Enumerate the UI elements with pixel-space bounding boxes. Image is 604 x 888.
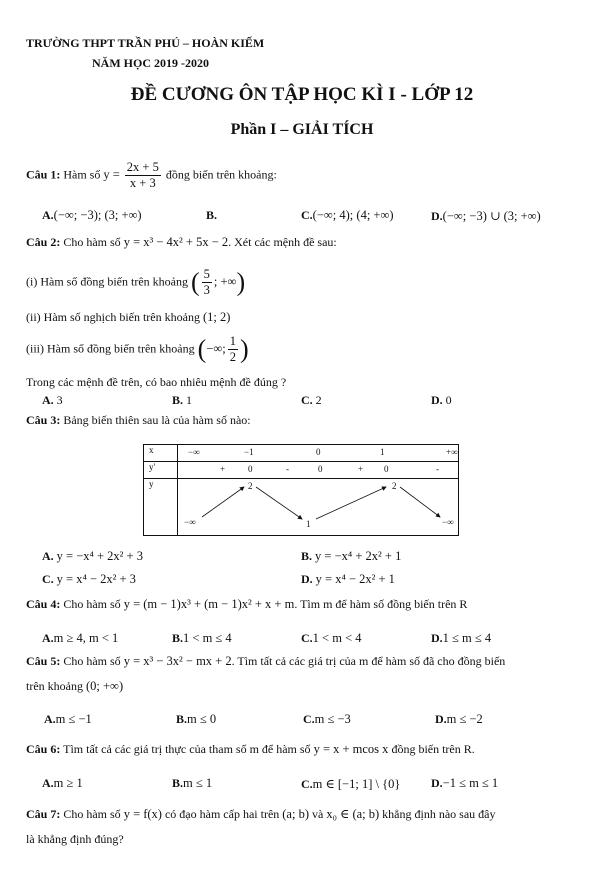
q4-option-d [431, 631, 491, 646]
question-text: trên khoảng [26, 679, 83, 693]
condition: x₀ ∈ (a; b) [326, 807, 380, 821]
option-value: 3 [56, 393, 63, 407]
denominator: 2 [229, 350, 236, 364]
variation-arrows [178, 479, 465, 535]
option-value: 0 [445, 393, 452, 407]
option-value: m ≤ 0 [187, 712, 217, 726]
numerator: 1 [229, 334, 236, 348]
option-value: y = x⁴ − 2x² + 3 [56, 572, 136, 586]
table-x-label: x [144, 445, 178, 462]
table-derivative-label: y' [144, 462, 178, 479]
q5-option-d [435, 712, 483, 727]
interval-head: −∞; [206, 341, 226, 356]
question-4 [26, 597, 467, 612]
q6-option-b [172, 776, 212, 791]
q4-option-c [301, 631, 362, 646]
question-7 [26, 806, 495, 822]
fraction [125, 160, 161, 191]
option-key: C. [301, 777, 313, 791]
sign: - [286, 464, 289, 474]
option-value: y = −x⁴ + 2x² + 3 [56, 549, 143, 563]
question-3 [26, 413, 251, 428]
option-value: −1 ≤ m ≤ 1 [442, 776, 499, 790]
question-text: Hàm số [63, 167, 101, 182]
option-value: (−∞; −3); (3; +∞) [53, 208, 142, 222]
function: y = f(x) [123, 807, 162, 821]
option-value: m ∈ [−1; 1] \ {0} [312, 777, 401, 791]
option-key: B. [206, 208, 218, 222]
sign: 0 [318, 464, 323, 474]
q6-option-a [42, 776, 83, 791]
question-7-line-2: là khẳng định đúng? [26, 832, 124, 846]
interval-tail: ; +∞ [213, 274, 237, 289]
question-text: Tìm tất cả các giá trị thực của tham số m để hàm số [63, 742, 311, 756]
arrow-up [202, 487, 244, 517]
q2-option-a [42, 393, 63, 408]
sign: 0 [384, 464, 389, 474]
option-key: D. [431, 209, 443, 223]
x-value: +∞ [446, 447, 458, 457]
question-text: . Tìm tất cả các giá trị của m để hàm số đã cho đồng biến [231, 654, 506, 668]
option-key: C. [301, 208, 313, 222]
option-value: 1 < m < 4 [312, 631, 362, 645]
q2-option-d [431, 393, 452, 408]
arrow-down [400, 487, 440, 517]
q4-option-b [172, 631, 232, 646]
y-value: 2 [248, 481, 253, 491]
question-5-line-2 [26, 679, 123, 694]
denominator: 3 [203, 283, 210, 297]
option-value: 1 ≤ m ≤ 4 [442, 631, 492, 645]
option-key: A. [42, 208, 54, 222]
option-key: B. [301, 549, 313, 563]
option-value: m ≥ 1 [53, 776, 83, 790]
question-text: và [312, 807, 324, 821]
option-key: D. [435, 712, 447, 726]
school-name: TRƯỜNG THPT TRẦN PHÚ – HOÀN KIẾM [26, 36, 265, 50]
question-2 [26, 235, 337, 250]
option-key: D. [301, 572, 313, 586]
option-key: D. [431, 393, 443, 407]
school-year: NĂM HỌC 2019 -2020 [92, 56, 209, 70]
question-text: đồng biến trên khoảng: [165, 167, 277, 182]
option-key: D. [431, 631, 443, 645]
option-key: A. [42, 393, 54, 407]
question-label: Câu 5: [26, 654, 61, 668]
q2-option-c [301, 393, 322, 408]
option-value: m ≤ 1 [183, 776, 213, 790]
option-key: B. [172, 631, 184, 645]
q3-option-a [42, 549, 143, 564]
denominator: x + 3 [129, 176, 156, 190]
statement-text: (ii) Hàm số nghịch biến trên khoảng [26, 310, 200, 324]
math-y: y = [103, 167, 120, 182]
question-text: Cho hàm số [63, 597, 121, 611]
sign: 0 [248, 464, 253, 474]
arrow-up [316, 487, 386, 519]
option-value: m ≤ −2 [446, 712, 483, 726]
option-key: D. [431, 776, 443, 790]
x-value: 1 [380, 447, 385, 457]
option-key: A. [44, 712, 56, 726]
y-value: −∞ [184, 517, 196, 527]
part-title: Phần I – GIẢI TÍCH [230, 121, 374, 138]
interval: (a; b) [282, 807, 309, 821]
document-title: ĐỀ CƯƠNG ÔN TẬP HỌC KÌ I - LỚP 12 [130, 84, 474, 105]
q1-option-a [42, 208, 142, 223]
table-y-label: y [144, 479, 178, 536]
y-value: −∞ [442, 517, 454, 527]
option-key: C. [301, 631, 313, 645]
y-value: 1 [306, 519, 311, 529]
option-value: 2 [315, 393, 322, 407]
x-value: −∞ [188, 447, 200, 457]
option-value: y = x⁴ − 2x² + 1 [315, 572, 395, 586]
q1-option-b [206, 208, 217, 223]
fraction [228, 334, 238, 365]
statement-text: (iii) Hàm số đồng biến trên khoảng [26, 341, 195, 356]
option-key: A. [42, 549, 54, 563]
numerator: 2x + 5 [126, 160, 159, 174]
question-prompt: Trong các mệnh đề trên, có bao nhiêu mệnh đề đúng ? [26, 375, 287, 389]
option-key: B. [176, 712, 188, 726]
option-value: m ≤ −1 [55, 712, 92, 726]
question-label: Câu 2: [26, 235, 61, 249]
option-key: C. [42, 572, 54, 586]
question-text: Cho hàm số [63, 235, 121, 249]
x-value: 0 [316, 447, 321, 457]
arrow-down [256, 487, 302, 519]
question-label: Câu 6: [26, 742, 61, 756]
question-text: . Tìm m để hàm số đồng biến trên R [294, 597, 468, 611]
question-text: đồng biến trên R. [391, 742, 475, 756]
statement-2 [26, 310, 230, 325]
q4-option-a [42, 631, 118, 646]
q5-option-b [176, 712, 216, 727]
question-text: có đạo hàm cấp hai trên [164, 807, 280, 821]
q1-option-d [431, 208, 541, 224]
function: y = x + mcos x [313, 742, 389, 756]
q3-option-d [301, 572, 395, 587]
option-key: C. [303, 712, 315, 726]
option-key: B. [172, 776, 184, 790]
question-text: Bảng biến thiên sau là của hàm số nào: [63, 413, 251, 427]
option-value: (−∞; 4); (4; +∞) [312, 208, 394, 222]
interval: (1; 2) [202, 310, 231, 324]
question-label: Câu 1: [26, 167, 61, 182]
option-key: B. [172, 393, 184, 407]
sign: + [358, 464, 364, 474]
function: y = x³ − 4x² + 5x − 2 [123, 235, 229, 249]
q2-option-b [172, 393, 192, 408]
q6-option-d [431, 776, 498, 791]
question-label: Câu 3: [26, 413, 61, 427]
fraction [202, 267, 212, 298]
question-6 [26, 742, 475, 757]
question-text: khẳng định nào sau đây [382, 807, 496, 821]
x-value: −1 [244, 447, 254, 457]
variation-table [143, 444, 459, 536]
function: y = x³ − 3x² − mx + 2 [123, 654, 232, 668]
question-1 [26, 160, 277, 191]
question-text: Cho hàm số [63, 807, 121, 821]
q5-option-a [44, 712, 92, 727]
option-key: A. [42, 776, 54, 790]
numerator: 5 [203, 267, 210, 281]
q3-option-c [42, 572, 136, 587]
q6-option-c [301, 776, 400, 792]
question-5 [26, 654, 505, 669]
q3-option-b [301, 549, 401, 564]
option-value: (−∞; −3) ∪ (3; +∞) [442, 209, 541, 223]
interval: (0; +∞) [85, 679, 124, 693]
y-value: 2 [392, 481, 397, 491]
option-key: A. [42, 631, 54, 645]
question-label: Câu 7: [26, 807, 61, 821]
statement-1: (i) Hàm số đồng biến trên khoảng ( $\frac{5}{3}$ ; +∞) [26, 267, 246, 297]
question-text: . Xét các mệnh đề sau: [228, 235, 337, 249]
sign: - [436, 464, 439, 474]
statement-3: (iii) Hàm số đồng biến trên khoảng (−∞; $\frac{1}{2}$ ) [26, 334, 249, 364]
statement-text: (i) Hàm số đồng biến trên khoảng [26, 274, 188, 289]
option-value: 1 < m ≤ 4 [183, 631, 232, 645]
option-value: y = −x⁴ + 2x² + 1 [315, 549, 402, 563]
question-text: Cho hàm số [63, 654, 121, 668]
function: y = (m − 1)x³ + (m − 1)x² + x + m [123, 597, 295, 611]
option-value: m ≤ −3 [314, 712, 351, 726]
option-value: 1 [186, 393, 193, 407]
q5-option-c [303, 712, 351, 727]
option-key: C. [301, 393, 313, 407]
sign: + [220, 464, 226, 474]
question-label: Câu 4: [26, 597, 61, 611]
q1-option-c [301, 208, 394, 223]
option-value: m ≥ 4, m < 1 [53, 631, 119, 645]
